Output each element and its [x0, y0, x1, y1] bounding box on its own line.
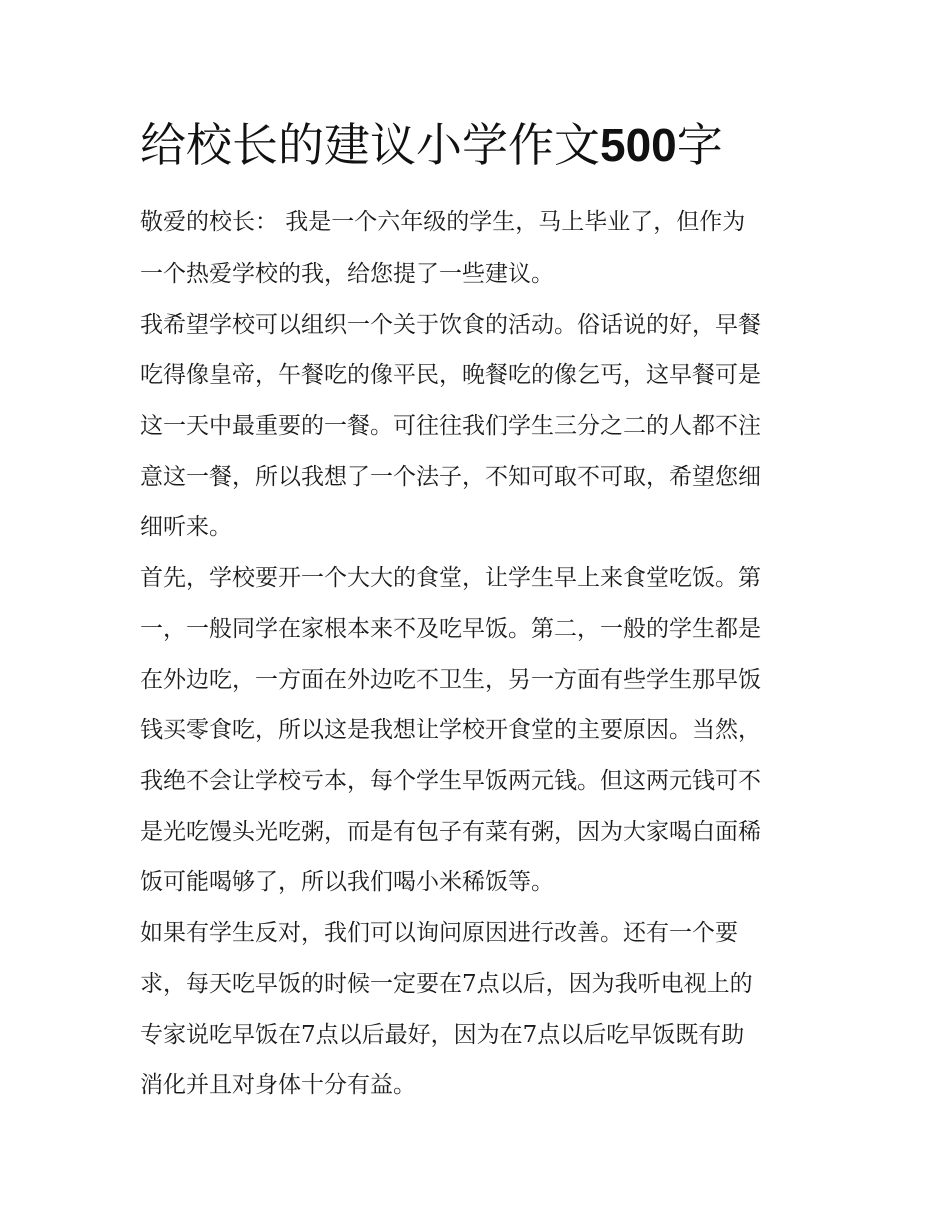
title-suffix: 字: [676, 118, 723, 172]
paragraph-line: 我绝不会让学校亏本，每个学生早饭两元钱。但这两元钱可不: [140, 768, 761, 794]
paragraph-line: 专家说吃早饭在7点以后最好，因为在7点以后吃早饭既有助: [140, 1022, 745, 1048]
paragraph-line: 意这一餐，所以我想了一个法子，不知可取不可取，希望您细: [140, 464, 761, 490]
paragraph-line: 求，每天吃早饭的时候一定要在7点以后，因为我听电视上的: [140, 971, 753, 997]
paragraph-line: 钱买零食吃，所以这是我想让学校开食堂的主要原因。当然，: [140, 717, 761, 743]
paragraph-line: 吃得像皇帝，午餐吃的像平民，晚餐吃的像乞丐，这早餐可是: [140, 362, 761, 388]
paragraph-line: 饭可能喝够了，所以我们喝小米稀饭等。: [140, 869, 554, 895]
paragraph-line: 在外边吃，一方面在外边吃不卫生，另一方面有些学生那早饭: [140, 667, 761, 693]
paragraph-line: 如果有学生反对，我们可以询问原因进行改善。还有一个要: [140, 920, 738, 946]
paragraph-line: 细听来。: [140, 514, 232, 540]
paragraph-line: 这一天中最重要的一餐。可往往我们学生三分之二的人都不注: [140, 413, 761, 439]
paragraph-line: 一个热爱学校的我，给您提了一些建议。: [140, 261, 554, 287]
document-title: [140, 112, 840, 178]
paragraph-line: 一，一般同学在家根本来不及吃早饭。第二，一般的学生都是: [140, 616, 761, 642]
paragraph-line: 是光吃馒头光吃粥，而是有包子有菜有粥，因为大家喝白面稀: [140, 819, 761, 845]
paragraph-line: 消化并且对身体十分有益。: [140, 1072, 416, 1098]
title-text: 给校长的建议小学作文: [140, 118, 600, 172]
title-number: 500: [600, 119, 677, 171]
paragraph-line: 首先，学校要开一个大大的食堂，让学生早上来食堂吃饭。第: [140, 565, 761, 591]
paragraph-line: 敬爱的校长： 我是一个六年级的学生，马上毕业了，但作为: [140, 209, 746, 235]
paragraph-line: 我希望学校可以组织一个关于饮食的活动。俗话说的好，早餐: [140, 312, 761, 338]
